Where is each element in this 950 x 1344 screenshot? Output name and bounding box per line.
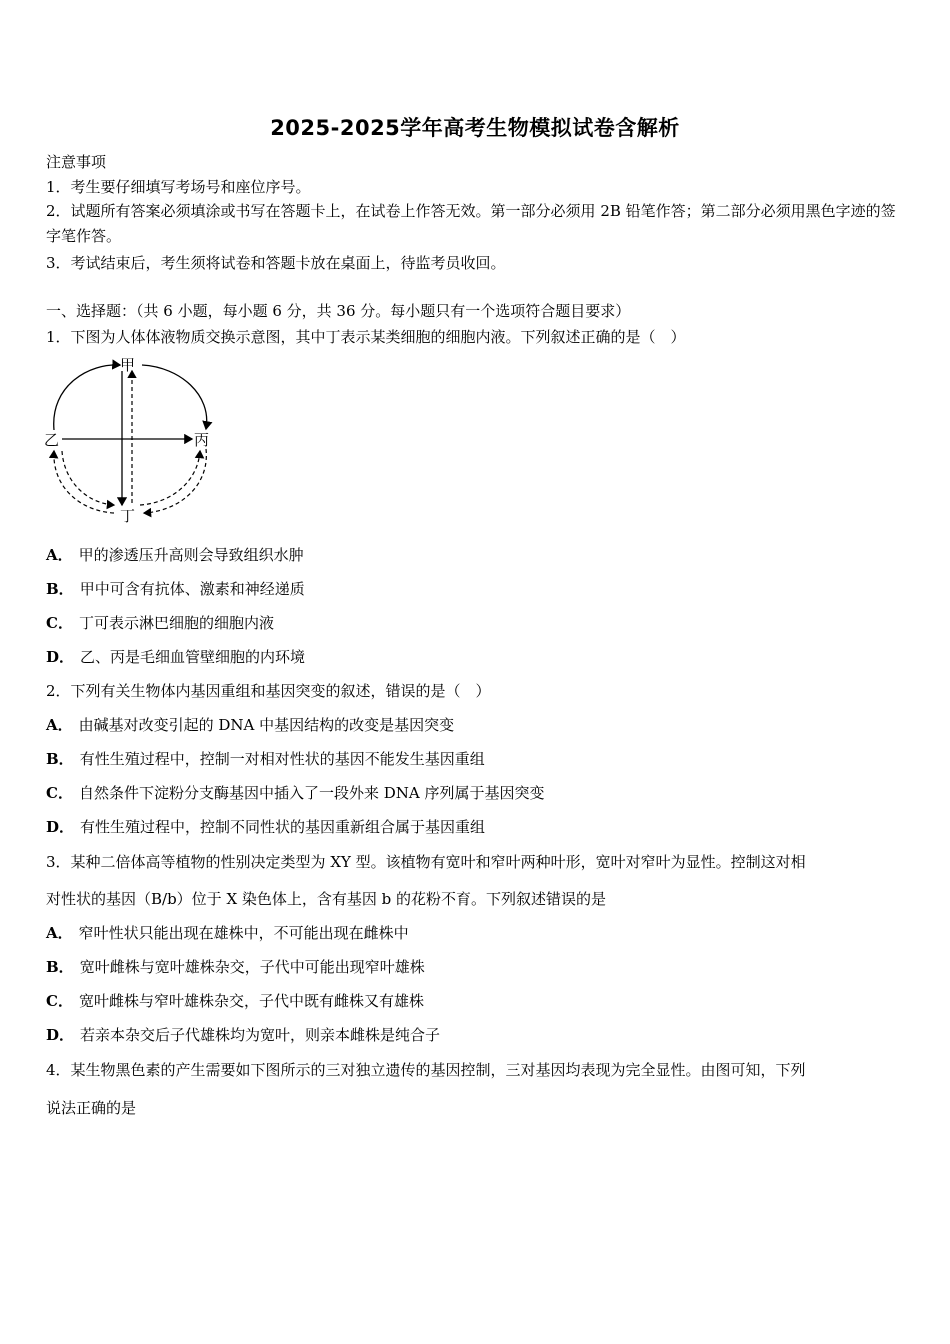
body-fluid-exchange-diagram <box>40 355 220 525</box>
q3-option-a: A． 窄叶性状只能出现在雄株中，不可能出现在雌株中 <box>46 924 409 942</box>
q1-option-c: C． 丁可表示淋巴细胞的细胞内液 <box>46 614 274 632</box>
q3-option-d: D． 若亲本杂交后子代雄株均为宽叶，则亲本雌株是纯合子 <box>46 1026 441 1044</box>
question-3-stem-line2: 对性状的基因（B/b）位于 X 染色体上，含有基因 b 的花粉不育。下列叙述错误的是 <box>46 890 607 908</box>
q2-option-c: C． 自然条件下淀粉分支酶基因中插入了一段外来 DNA 序列属于基因突变 <box>46 784 545 802</box>
q3-option-b: B． 宽叶雌株与宽叶雄株杂交，子代中可能出现窄叶雄株 <box>46 958 425 976</box>
notice-heading: 注意事项 <box>46 153 107 171</box>
notice-item-1: 1．考生要仔细填写考场号和座位序号。 <box>46 178 311 196</box>
q2-option-a: A． 由碱基对改变引起的 DNA 中基因结构的改变是基因突变 <box>46 716 455 734</box>
question-3-stem-line1: 3．某种二倍体高等植物的性别决定类型为 XY 型。该植物有宽叶和窄叶两种叶形，宽叶对窄叶为显性。控制这对相 <box>46 853 806 871</box>
label-jia: 甲 <box>120 356 136 374</box>
label-yi: 乙 <box>44 431 60 449</box>
q1-option-d: D． 乙、丙是毛细血管壁细胞的内环境 <box>46 648 306 666</box>
question-2-stem: 2．下列有关生物体内基因重组和基因突变的叙述，错误的是（ ） <box>46 682 491 700</box>
notice-item-3: 3．考试结束后，考生须将试卷和答题卡放在桌面上，待监考员收回。 <box>46 254 506 272</box>
q2-option-d: D． 有性生殖过程中，控制不同性状的基因重新组合属于基因重组 <box>46 818 486 836</box>
section-header: 一、选择题：（共 6 小题，每小题 6 分，共 36 分。每小题只有一个选项符合题目要求） <box>46 302 631 320</box>
arrow-jia-to-bing <box>142 365 207 429</box>
q3-option-c: C． 宽叶雌株与窄叶雄株杂交，子代中既有雌株又有雄株 <box>46 992 424 1010</box>
question-4-stem-line1: 4．某生物黑色素的产生需要如下图所示的三对独立遗传的基因控制，三对基因均表现为完全显性。由图可知，下列 <box>46 1061 806 1079</box>
label-ding: 丁 <box>120 507 136 525</box>
q1-option-b: B． 甲中可含有抗体、激素和神经递质 <box>46 580 305 598</box>
arrow-ding-to-bing <box>140 451 200 505</box>
label-bing: 丙 <box>194 431 210 449</box>
q1-option-a: A． 甲的渗透压升高则会导致组织水肿 <box>46 546 304 564</box>
arrow-yi-to-jia <box>54 365 120 430</box>
arrow-bing-to-ding <box>144 449 206 513</box>
question-1-stem: 1．下图为人体体液物质交换示意图，其中丁表示某类细胞的细胞内液。下列叙述正确的是（ ） <box>46 328 686 346</box>
arrow-yi-to-ding <box>62 451 114 505</box>
notice-item-2: 2．试题所有答案必须填涂或书写在答题卡上，在试卷上作答无效。第一部分必须用 2B 铅笔作答；第二部分必须用黑色字迹的签字笔作答。 <box>46 202 896 245</box>
q2-option-b: B． 有性生殖过程中，控制一对相对性状的基因不能发生基因重组 <box>46 750 485 768</box>
question-4-stem-line2: 说法正确的是 <box>46 1099 137 1117</box>
page-title: 2025-2025学年高考生物模拟试卷含解析 <box>270 116 680 140</box>
